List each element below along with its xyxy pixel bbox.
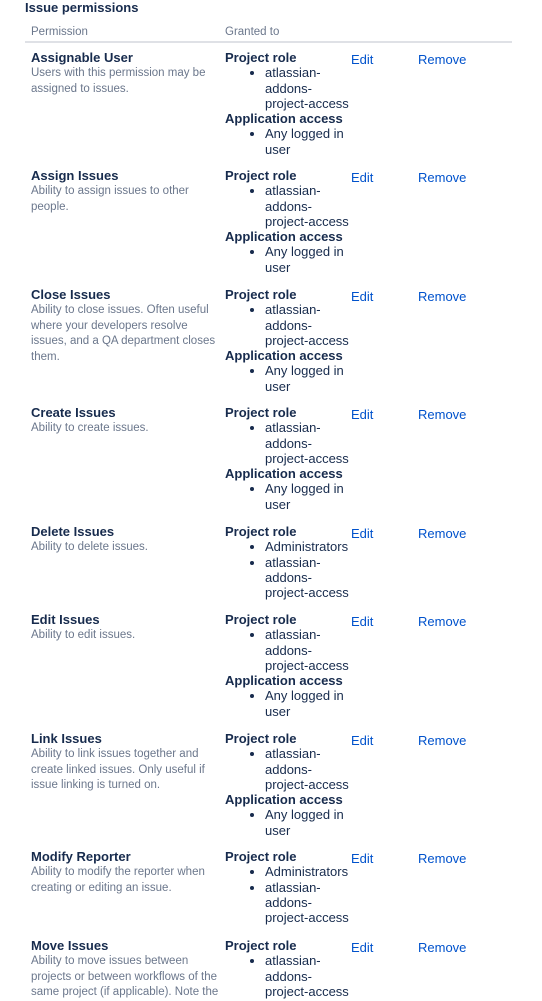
permission-name: Modify Reporter (31, 849, 131, 864)
grant-list (225, 302, 350, 348)
grant-list-item: atlassian-addons-project-access (248, 65, 350, 111)
permission-column-header: Permission (31, 26, 88, 38)
remove-link[interactable]: Remove (418, 407, 467, 422)
grant-list-item: Any logged in user (248, 363, 350, 394)
permission-description: Ability to close issues. Often useful where your developers resolve issues, and a QA department closes them. (31, 304, 216, 363)
grant-list-item: atlassian-addons-project-access (248, 953, 350, 999)
permission-cell (31, 612, 221, 644)
grant-list-item: Any logged in user (248, 481, 350, 512)
remove-link[interactable]: Remove (418, 733, 467, 748)
grant-list-item: atlassian-addons-project-access (248, 420, 350, 466)
grant-type-label: Application access (225, 466, 343, 482)
remove-link[interactable]: Remove (418, 289, 467, 304)
grant-list (225, 688, 350, 719)
edit-link[interactable]: Edit (351, 851, 374, 866)
remove-link[interactable]: Remove (418, 526, 467, 541)
section-title: Issue permissions (25, 0, 139, 15)
permission-name: Assign Issues (31, 168, 119, 183)
permission-cell (31, 731, 221, 794)
edit-link[interactable]: Edit (351, 940, 374, 955)
permission-cell (31, 168, 221, 215)
grant-list (225, 126, 350, 157)
grant-list (225, 746, 350, 792)
grant-list (225, 65, 350, 111)
permission-name: Close Issues (31, 287, 111, 302)
granted-cell (225, 731, 350, 838)
permission-cell (31, 287, 221, 365)
permission-cell (31, 938, 221, 1001)
edit-link[interactable]: Edit (351, 407, 374, 422)
grant-type-label: Application access (225, 792, 343, 808)
permission-name: Link Issues (31, 731, 102, 746)
granted-cell (225, 168, 350, 275)
grant-list (225, 244, 350, 275)
edit-link[interactable]: Edit (351, 614, 374, 629)
grant-type-label: Application access (225, 673, 343, 689)
grant-list-item: atlassian-addons-project-access (248, 880, 350, 926)
edit-link[interactable]: Edit (351, 52, 374, 67)
edit-link[interactable]: Edit (351, 170, 374, 185)
permission-description: Ability to edit issues. (31, 629, 136, 641)
granted-cell (225, 938, 350, 999)
grant-list (225, 481, 350, 512)
permission-name: Assignable User (31, 50, 133, 65)
granted-cell (225, 405, 350, 512)
permission-cell (31, 405, 221, 437)
grant-list-item: atlassian-addons-project-access (248, 627, 350, 673)
remove-link[interactable]: Remove (418, 614, 467, 629)
granted-column-header: Granted to (225, 26, 280, 38)
grant-type-label: Project role (225, 731, 297, 746)
grant-type-label: Project role (225, 612, 297, 627)
grant-type-label: Application access (225, 348, 343, 364)
grant-list-item: atlassian-addons-project-access (248, 302, 350, 348)
table-header (25, 24, 512, 43)
granted-cell (225, 50, 350, 157)
grant-list-item: atlassian-addons-project-access (248, 183, 350, 229)
remove-link[interactable]: Remove (418, 52, 467, 67)
edit-link[interactable]: Edit (351, 733, 374, 748)
permission-description: Ability to move issues between projects or between workflows of the same project (if applicable). Note the (31, 955, 219, 998)
granted-cell (225, 287, 350, 394)
remove-link[interactable]: Remove (418, 851, 467, 866)
edit-link[interactable]: Edit (351, 289, 374, 304)
remove-link[interactable]: Remove (418, 940, 467, 955)
grant-type-label: Application access (225, 111, 343, 127)
grant-list-item: atlassian-addons-project-access (248, 746, 350, 792)
permission-name: Edit Issues (31, 612, 100, 627)
granted-cell (225, 612, 350, 719)
grant-list (225, 183, 350, 229)
grant-type-label: Application access (225, 229, 343, 245)
edit-link[interactable]: Edit (351, 526, 374, 541)
grant-list (225, 420, 350, 466)
permission-description: Ability to assign issues to other people. (31, 185, 189, 213)
permission-name: Delete Issues (31, 524, 115, 539)
grant-list (225, 953, 350, 999)
permission-cell (31, 849, 221, 896)
permission-description: Users with this permission may be assigned to issues. (31, 67, 206, 95)
grant-list (225, 539, 350, 600)
grant-list (225, 363, 350, 394)
permission-description: Ability to delete issues. (31, 541, 148, 553)
permission-description: Ability to create issues. (31, 422, 149, 434)
grant-list-item: Any logged in user (248, 244, 350, 275)
grant-list (225, 807, 350, 838)
grant-type-label: Project role (225, 938, 297, 953)
permission-cell (31, 50, 221, 97)
remove-link[interactable]: Remove (418, 170, 467, 185)
grant-list-item: Administrators (248, 864, 350, 879)
grant-type-label: Project role (225, 50, 297, 65)
permission-description: Ability to modify the reporter when creating or editing an issue. (31, 866, 205, 894)
grant-list-item: Any logged in user (248, 688, 350, 719)
grant-list-item: atlassian-addons-project-access (248, 555, 350, 601)
permission-description: Ability to link issues together and create linked issues. Only useful if issue linking is turned on. (31, 748, 205, 791)
grant-list-item: Administrators (248, 539, 350, 554)
permission-name: Move Issues (31, 938, 109, 953)
permission-cell (31, 524, 221, 556)
grant-type-label: Project role (225, 524, 297, 539)
grant-list-item: Any logged in user (248, 807, 350, 838)
grant-type-label: Project role (225, 168, 297, 183)
grant-list (225, 627, 350, 673)
permission-name: Create Issues (31, 405, 116, 420)
granted-cell (225, 849, 350, 925)
grant-list-item: Any logged in user (248, 126, 350, 157)
grant-type-label: Project role (225, 405, 297, 420)
granted-cell (225, 524, 350, 600)
grant-type-label: Project role (225, 287, 297, 302)
grant-list (225, 864, 350, 925)
grant-type-label: Project role (225, 849, 297, 864)
